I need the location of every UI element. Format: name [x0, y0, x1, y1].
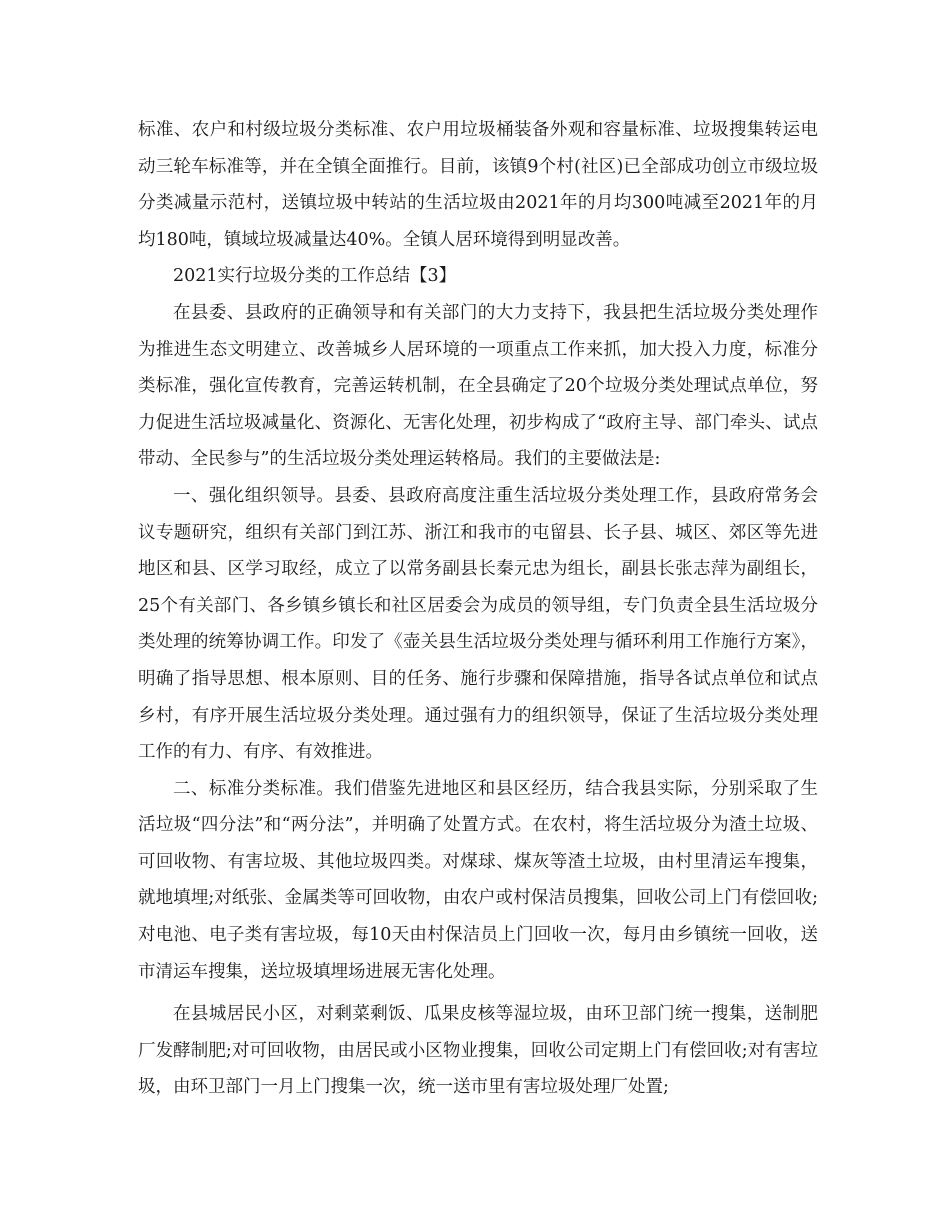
- paragraph-urban: 在县城居民小区，对剩菜剩饭、瓜果皮核等湿垃圾，由环卫部门统一搜集，送制肥厂发酵制肥;对可回收物，由居民或小区物业搜集，回收公司定期上门有偿回收;对有害垃圾，由环卫部门一月上门搜集一次，统一送市里有害垃圾处理厂处置;: [138, 1004, 818, 1098]
- paragraph-intro: 在县委、县政府的正确领导和有关部门的大力支持下，我县把生活垃圾分类处理作为推进生态文明建立、改善城乡人居环境的一项重点工作来抓，加大投入力度，标准分类标准，强化宣传教育，完善运转机制，在全县确定了20个垃圾分类处理试点单位，努力促进生活垃圾减量化、资源化、无害化处理，初步构成了“政府主导、部门牵头、试点带动、全民参与”的生活垃圾分类处理运转格局。我们的主要做法是:: [138, 302, 818, 470]
- section-heading: 2021实行垃圾分类的工作总结【3】: [173, 266, 457, 287]
- paragraph-continuation: 标准、农户和村级垃圾分类标准、农户用垃圾桶装备外观和容量标准、垃圾搜集转运电动三轮车标准等，并在全镇全面推行。目前，该镇9个村(社区)已全部成功创立市级垃圾分类减量示范村，送镇垃圾中转站的生活垃圾由2021年的月均300吨减至2021年的月均180吨，镇域垃圾减量达40%。全镇人居环境得到明显改善。: [138, 120, 818, 250]
- paragraph-organization: 一、强化组织领导。县委、县政府高度注重生活垃圾分类处理工作，县政府常务会议专题研究，组织有关部门到江苏、浙江和我市的屯留县、长子县、城区、郊区等先进地区和县、区学习取经，成立了以常务副县长秦元忠为组长，副县长张志萍为副组长，25个有关部门、各乡镇乡镇长和社区居委会为成员的领导组，专门负责全县生活垃圾分类处理的统筹协调工作。印发了《壶关县生活垃圾分类处理与循环利用工作施行方案》，明确了指导思想、根本原则、目的任务、施行步骤和保障措施，指导各试点单位和试点乡村，有序开展生活垃圾分类处理。通过强有力的组织领导，保证了生活垃圾分类处理工作的有力、有序、有效推进。: [138, 485, 818, 763]
- document-body: [138, 112, 818, 1106]
- paragraph-classification: 二、标准分类标准。我们借鉴先进地区和县区经历，结合我县实际，分别采取了生活垃圾“四分法”和“两分法”，并明确了处置方式。在农村，将生活垃圾分为渣土垃圾、可回收物、有害垃圾、其他垃圾四类。对煤球、煤灰等渣土垃圾，由村里清运车搜集，就地填埋;对纸张、金属类等可回收物，由农户或村保洁员搜集，回收公司上门有偿回收;对电池、电子类有害垃圾，每10天由村保洁员上门回收一次，每月由乡镇统一回收，送市清运车搜集，送垃圾填埋场进展无害化处理。: [138, 778, 818, 982]
